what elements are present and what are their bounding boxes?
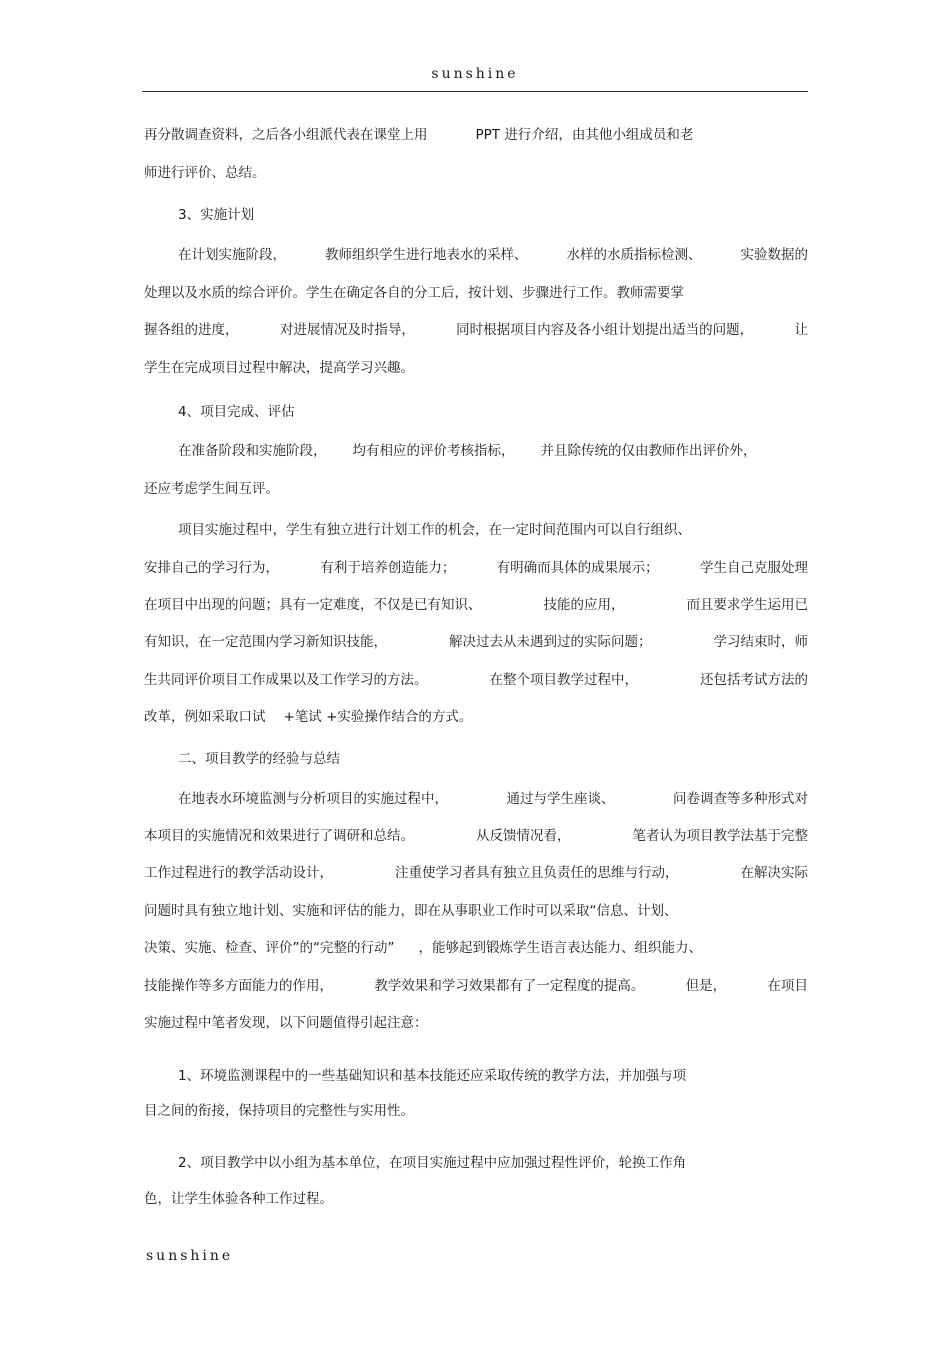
text-segment: 问题时具有独立地计划、实施和评估的能力，即在从事职业工作时可以采取“信息、计划、 xyxy=(144,903,678,919)
text-segment: 笔者认为项目教学法基于完整 xyxy=(632,828,808,844)
text-segment: 处理以及水质的综合评价。学生在确定各自的分工后，按计划、步骤进行工作。教师需要掌 xyxy=(144,285,684,301)
section-heading xyxy=(178,403,808,421)
text-segment: 目之间的衔接，保持项目的完整性与实用性。 xyxy=(144,1103,414,1119)
text-segment: 握各组的进度， xyxy=(144,322,239,338)
text-segment: 有利于培养创造能力； xyxy=(320,560,456,576)
text-line xyxy=(144,126,808,144)
text-segment: 4、项目完成、评估 xyxy=(178,404,295,420)
text-segment: 问卷调查等多种形式对 xyxy=(673,791,808,807)
text-segment: 决策、实施、检查、评价”的“完整的行动” xyxy=(144,940,395,956)
text-segment: 工作过程进行的教学活动设计， xyxy=(144,865,333,881)
text-line xyxy=(144,939,808,957)
text-segment: 并且除传统的仅由教师作出评价外， xyxy=(540,443,757,459)
page-footer: sunshine xyxy=(146,1248,234,1264)
text-line xyxy=(144,671,808,689)
text-segment: 同时根据项目内容及各小组计划提出适当的问题， xyxy=(456,322,754,338)
text-segment: 1、环境监测课程中的一些基础知识和基本技能还应采取传统的教学方法，并加强与项 xyxy=(178,1068,687,1084)
text-segment: 教学效果和学习效果都有了一定程度的提高。 xyxy=(374,978,645,994)
text-segment: PPT 进行介绍，由其他小组成员和老 xyxy=(475,127,694,143)
text-segment: 在解决实际 xyxy=(740,865,808,881)
text-segment: 二、项目教学的经验与总结 xyxy=(178,751,340,767)
text-line xyxy=(178,521,808,539)
section-heading xyxy=(178,750,808,768)
text-segment: 在项目 xyxy=(767,978,808,994)
text-line xyxy=(144,827,808,845)
text-segment: 学生在完成项目过程中解决，提高学习兴趣。 xyxy=(144,360,414,376)
text-segment: 在准备阶段和实施阶段， xyxy=(178,443,327,459)
text-line xyxy=(178,442,808,460)
text-line xyxy=(144,1014,808,1032)
text-line xyxy=(144,1102,808,1120)
text-segment: 学生自己克服处理 xyxy=(699,560,808,576)
text-segment: 2、项目教学中以小组为基本单位，在项目实施过程中应加强过程性评价，轮换工作角 xyxy=(178,1155,687,1171)
text-segment: 注重使学习者具有独立且负责任的思维与行动， xyxy=(395,865,679,881)
text-line xyxy=(144,164,808,182)
text-line xyxy=(144,321,808,339)
text-segment: 生共同评价项目工作成果以及工作学习的方法。 xyxy=(144,672,428,688)
text-segment: +笔试 +实验操作结合的方式。 xyxy=(283,709,473,725)
text-segment: 技能操作等多方面能力的作用， xyxy=(144,978,333,994)
text-segment: 水样的水质指标检测、 xyxy=(566,247,702,263)
text-line xyxy=(144,596,808,614)
text-line xyxy=(144,977,808,995)
text-segment: 色，让学生体验各种工作过程。 xyxy=(144,1191,333,1207)
text-segment: 从反馈情况看， xyxy=(476,828,571,844)
text-segment: 均有相应的评价考核指标， xyxy=(352,443,515,459)
text-line xyxy=(144,480,808,498)
text-line xyxy=(144,633,808,651)
text-segment: 3、实施计划 xyxy=(178,207,255,223)
text-segment: 实验数据的 xyxy=(740,247,808,263)
text-line xyxy=(144,359,808,377)
text-segment: 有知识，在一定范围内学习新知识技能， xyxy=(144,634,387,650)
text-line xyxy=(178,790,808,808)
text-segment: 项目实施过程中，学生有独立进行计划工作的机会，在一定时间范围内可以自行组织、 xyxy=(178,522,691,538)
text-line xyxy=(144,864,808,882)
text-segment: 在计划实施阶段， xyxy=(178,247,286,263)
text-line xyxy=(144,1190,808,1208)
text-segment: 让 xyxy=(794,322,808,338)
text-segment: 而且要求学生运用已 xyxy=(686,597,808,613)
text-segment: 还应考虑学生间互评。 xyxy=(144,481,279,497)
text-segment: 再分散调查资料，之后各小组派代表在课堂上用 xyxy=(144,127,428,143)
text-line xyxy=(144,559,808,577)
header-rule xyxy=(142,91,808,92)
text-segment: ，能够起到锻炼学生语言表达能力、组织能力、 xyxy=(418,940,702,956)
text-line xyxy=(178,1154,808,1172)
text-segment: 有明确而具体的成果展示； xyxy=(496,560,659,576)
text-segment: 但是， xyxy=(685,978,727,994)
text-segment: 在项目中出现的问题；具有一定难度，不仅是已有知识、 xyxy=(144,597,482,613)
text-segment: 还包括考试方法的 xyxy=(700,672,808,688)
text-segment: 师进行评价、总结。 xyxy=(144,165,266,181)
text-line xyxy=(178,246,808,264)
text-segment: 教师组织学生进行地表水的采样、 xyxy=(325,247,528,263)
text-segment: 在整个项目教学过程中， xyxy=(489,672,638,688)
section-heading xyxy=(178,206,808,224)
text-segment: 技能的应用， xyxy=(543,597,625,613)
text-line xyxy=(178,1067,808,1085)
text-segment: 在地表水环境监测与分析项目的实施过程中， xyxy=(178,791,448,807)
text-segment: 本项目的实施情况和效果进行了调研和总结。 xyxy=(144,828,414,844)
text-line xyxy=(144,708,808,726)
text-segment: 通过与学生座谈、 xyxy=(506,791,615,807)
text-segment: 实施过程中笔者发现，以下问题值得引起注意： xyxy=(144,1015,428,1031)
page-header: sunshine xyxy=(431,66,519,82)
text-segment: 解决过去从未遇到过的实际问题； xyxy=(449,634,652,650)
text-segment: 安排自己的学习行为， xyxy=(144,560,279,576)
text-segment: 改革，例如采取口试 xyxy=(144,709,266,725)
text-line xyxy=(144,284,808,302)
text-segment: 对进展情况及时指导， xyxy=(279,322,415,338)
text-segment: 学习结束时，师 xyxy=(713,634,808,650)
text-line xyxy=(144,902,808,920)
